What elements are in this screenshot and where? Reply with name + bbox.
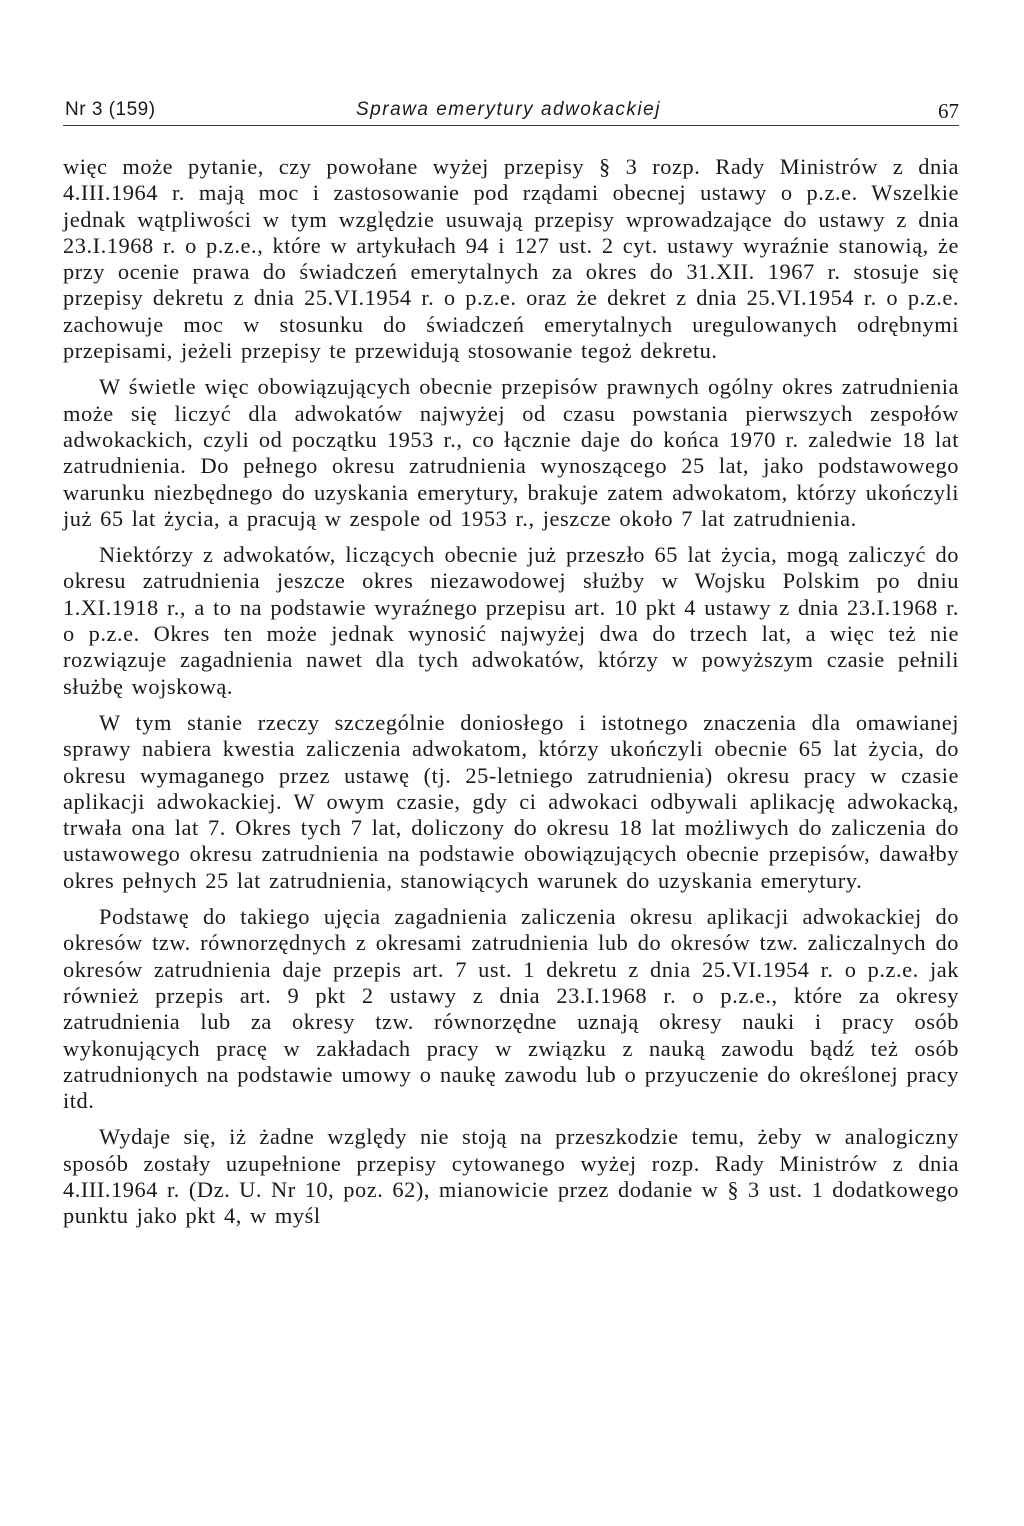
paragraph-continued: więc może pytanie, czy powołane wyżej przepisy § 3 rozp. Rady Ministrów z dnia 4.III.1964 r. mają moc i zastosowanie pod rządami obecnej ustawy o p.z.e. Wszelkie jednak wątpliwości w tym względzie usuwają przepisy wprowadzające do ustawy z dnia 23.I.1968 r. o p.z.e., które w artykułach 94 i 127 ust. 2 cyt. ustawy wyraźnie stanowią, że przy ocenie prawa do świadczeń emerytalnych za okres do 31.XII. 1967 r. stosuje się przepisy dekretu z dnia 25.VI.1954 r. o p.z.e. oraz że dekret z dnia 25.VI.1954 r. o p.z.e. zachowuje moc w stosunku do świadczeń emerytalnych uregulowanych odrębnymi przepisami, jeżeli przepisy te przewidują stosowanie tegoż dekretu. (63, 154, 959, 364)
paragraph: Podstawę do takiego ujęcia zagadnienia zaliczenia okresu aplikacji adwokackiej do okresów tzw. równorzędnych z okresami zatrudnienia lub do okresów tzw. zaliczalnych do okresów zatrudnienia daje przepis art. 7 ust. 1 dekretu z dnia 25.VI.1954 r. o p.z.e. jak również przepis art. 9 pkt 2 ustawy z dnia 23.I.1968 r. o p.z.e., które za okresy zatrudnienia lub za okresy tzw. równorzędne uznają okresy nauki i pracy osób wykonujących pracę w zakładach pracy w związku z nauką zawodu bądź też osób zatrudnionych na podstawie umowy o naukę zawodu lub o przyuczenie do określonej pracy itd. (63, 904, 959, 1114)
document-page (63, 95, 959, 1240)
paragraph: Niektórzy z adwokatów, liczących obecnie już przeszło 65 lat życia, mogą zaliczyć do okresu zatrudnienia jeszcze okres niezawodowej służby w Wojsku Polskim po dniu 1.XI.1918 r., a to na podstawie wyraźnego przepisu art. 10 pkt 4 ustawy z dnia 23.I.1968 r. o p.z.e. Okres ten może jednak wynosić najwyżej dwa do trzech lat, a więc też nie rozwiązuje zagadnienia nawet dla tych adwokatów, którzy w powyższym czasie pełnili służbę wojskową. (63, 542, 959, 699)
running-title: Sprawa emerytury adwokackiej (356, 99, 661, 120)
paragraph: W tym stanie rzeczy szczególnie doniosłego i istotnego znaczenia dla omawianej sprawy nabiera kwestia zaliczenia adwokatom, którzy ukończyli obecnie 65 lat życia, do okresu wymaganego przez ustawę (tj. 25-letniego zatrudnienia) okresu pracy w czasie aplikacji adwokackiej. W owym czasie, gdy ci adwokaci odbywali aplikację adwokacką, trwała ona lat 7. Okres tych 7 lat, doliczony do okresu 18 lat możliwych do zaliczenia do ustawowego okresu zatrudnienia na podstawie obowiązujących obecnie przepisów, dawałby okres pełnych 25 lat zatrudnienia, stanowiących warunek do uzyskania emerytury. (63, 709, 959, 893)
page-number: 67 (938, 99, 959, 123)
issue-number: Nr 3 (159) (65, 99, 156, 120)
running-header (63, 95, 959, 126)
paragraph: W świetle więc obowiązujących obecnie przepisów prawnych ogólny okres zatrudnienia może się liczyć dla adwokatów najwyżej od czasu powstania pierwszych zespołów adwokackich, czyli od początku 1953 r., co łącznie daje do końca 1970 r. zaledwie 18 lat zatrudnienia. Do pełnego okresu zatrudnienia wynoszącego 25 lat, jako podstawowego warunku niezbędnego do uzyskania emerytury, brakuje zatem adwokatom, którzy ukończyli już 65 lat życia, a pracują w zespole od 1953 r., jeszcze około 7 lat zatrudnienia. (63, 374, 959, 531)
paragraph: Wydaje się, iż żadne względy nie stoją na przeszkodzie temu, żeby w analogiczny sposób zostały uzupełnione przepisy cytowanego wyżej rozp. Rady Ministrów z dnia 4.III.1964 r. (Dz. U. Nr 10, poz. 62), mianowicie przez dodanie w § 3 ust. 1 dodatkowego punktu jako pkt 4, w myśl (63, 1124, 959, 1229)
body-text (63, 154, 959, 1230)
